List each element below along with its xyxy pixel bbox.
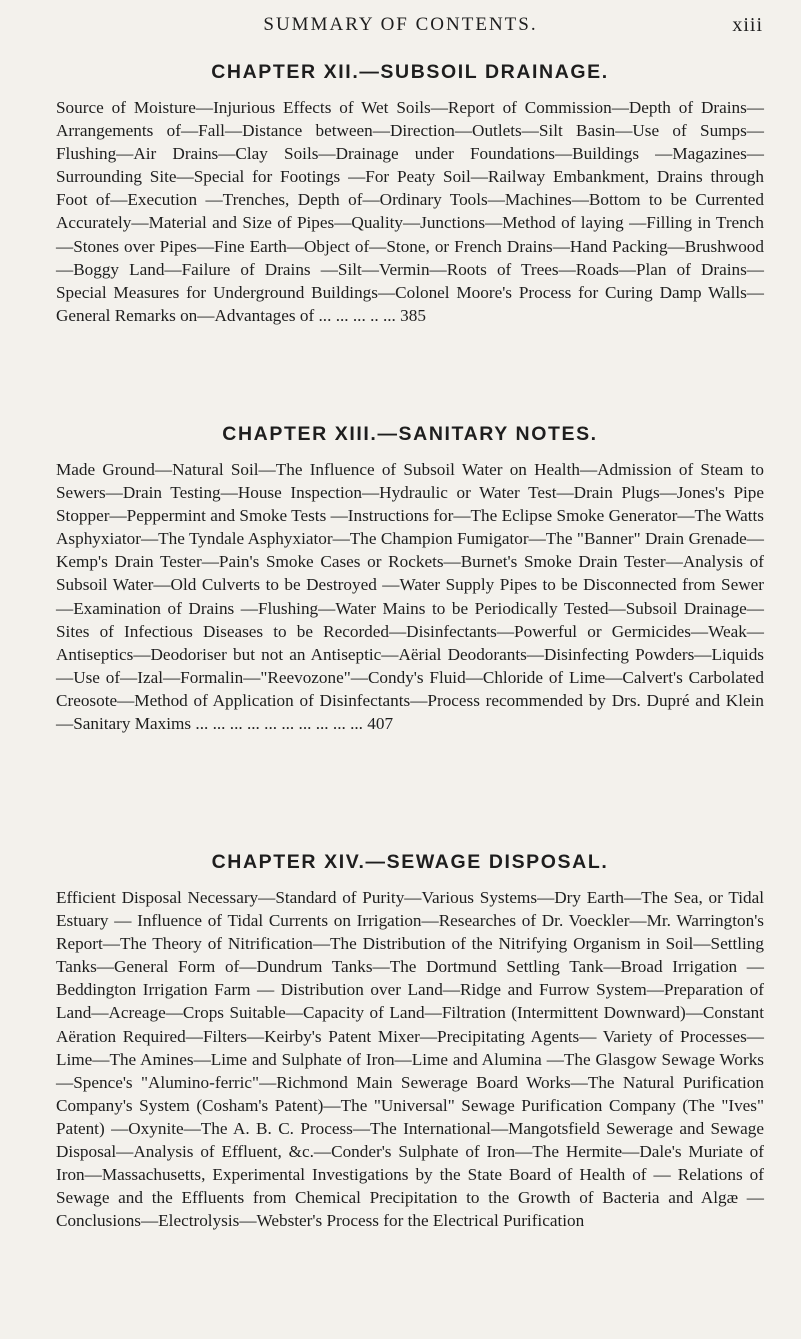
chapter-xii-heading: CHAPTER XII.—SUBSOIL DRAINAGE. [211,61,609,83]
chapter-xii-section [56,61,764,327]
running-title: SUMMARY OF CONTENTS. [263,14,538,35]
chapter-xiv-section [56,851,764,1232]
chapter-xiii-section [56,423,764,735]
chapter-xiv-summary-text: Efficient Disposal Necessary—Standard of Purity—Various Systems—Dry Earth—The Sea, or Tidal Estuary — Influence of Tidal Currents on Irrigation—Researches of Dr. Voeckler—Mr. Warrington's Report—The Theory of Nitrification—The Distribution of the Nitrifying Organism in Soil—Settling Tanks—General Form of—Dundrum Tanks—The Dortmund Settling Tank—Broad Irrigation — Beddington Irrigation Farm — Distribution over Land—Ridge and Furrow System—Preparation of Land—Acreage—Crops Suitable—Capacity of Land—Filtration (Intermittent Downward)—Constant Aëration Required—Filters—Keirby's Patent Mixer—Precipitating Agents— Variety of Processes—Lime—The Amines—Lime and Sulphate of Iron—Lime and Alumina —The Glasgow Sewage Works—Spence's "Alumino-ferric"—Richmond Main Sewerage Board Works—The Natural Purification Company's System (Cosham's Patent)—The "Universal" Sewage Purification Company (The "Ives" Patent) —Oxynite—The A. B. C. Process—The International—Mangotsfield Sewerage and Sewage Disposal—Analysis of Effluent, &c.—Conder's Sulphate of Iron—The Hermite—Dale's Muriate of Iron—Massachusetts, Experimental Investigations by the State Board of Health of — Relations of Sewage and the Effluents from Chemical Precipitation to the Growth of Bacteria and Algæ —Conclusions—Electrolysis—Webster's Process for the Electrical Purification [56,888,764,1231]
chapter-xiii-summary [56,458,764,735]
chapter-xii-page-ref: 385 [400,305,426,325]
chapter-xiv-summary [56,886,764,1232]
page-number: xiii [732,14,763,36]
chapter-xiii-heading: CHAPTER XIII.—SANITARY NOTES. [222,423,598,445]
chapter-xiv-heading: CHAPTER XIV.—SEWAGE DISPOSAL. [211,851,609,873]
chapter-xii-summary [56,96,764,327]
chapter-xiii-page-ref: 407 [367,714,394,734]
running-header [0,14,801,40]
chapter-xii-summary-text: Source of Moisture—Injurious Effects of Wet Soils—Report of Commission—Depth of Drains—Arrangements of—Fall—Distance between—Direction—Outlets—Silt Basin—Use of Sumps—Flushing—Air Drains—Clay Soils—Drainage under Foundations—Buildings —Magazines—Surrounding Site—Special for Footings —For Peaty Soil—Railway Embankment, Drains through Foot of—Execution —Trenches, Depth of—Ordinary Tools—Machines—Bottom to be Currented Accurately—Material and Size of Pipes—Quality—Junctions—Method of laying —Filling in Trench—Stones over Pipes—Fine Earth—Object of—Stone, or French Drains—Hand Packing—Brushwood—Boggy Land—Failure of Drains —Silt—Vermin—Roots of Trees—Roads—Plan of Drains—Special Measures for Underground Buildings—Colonel Moore's Process for Curing Damp Walls—General Remarks on—Advantages of ... ... ... .. ... [56,98,764,325]
chapter-xiii-summary-text: Made Ground—Natural Soil—The Influence of Subsoil Water on Health—Admission of Steam to Sewers—Drain Testing—House Inspection—Hydraulic or Water Test—Drain Plugs—Jones's Pipe Stopper—Peppermint and Smoke Tests —Instructions for—The Eclipse Smoke Generator—The Watts Asphyxiator—The Tyndale Asphyxiator—The Champion Fumigator—The "Banner" Drain Grenade—Kemp's Drain Tester—Pain's Smoke Cases or Rockets—Burnet's Smoke Drain Tester—Analysis of Subsoil Water—Old Culverts to be Destroyed —Water Supply Pipes to be Disconnected from Sewer—Examination of Drains —Flushing—Water Mains to be Periodically Tested—Subsoil Drainage—Sites of Infectious Diseases to be Recorded—Disinfectants—Powerful or Germicides—Weak—Antiseptics—Deodoriser but not an Antiseptic—Aërial Deodorants—Disinfecting Powders—Liquids—Use of—Izal—Formalin—"Reevozone"—Condy's Fluid—Chloride of Lime—Calvert's Carbolated Creosote—Method of Application of Disinfectants—Process recommended by Drs. Dupré and Klein—Sanitary Maxims ... ... ... ... ... ... ... ... ... ... [56,460,764,734]
